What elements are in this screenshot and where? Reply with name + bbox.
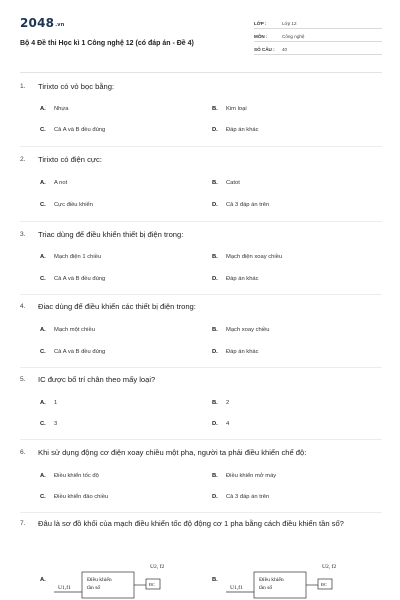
option-3d[interactable] [212,276,259,282]
option-5a[interactable] [40,400,57,406]
option-key: A. [40,254,46,260]
question-separator [20,221,382,222]
block-label-line2: tần số [259,585,273,591]
option-2d[interactable] [212,202,269,208]
option-key: D. [212,276,218,282]
meta-row-class [254,16,382,29]
question-separator [20,146,382,147]
option-5d[interactable] [212,421,229,427]
option-key: C. [40,276,46,282]
option-3b[interactable] [212,254,282,260]
question-text: Tirixto có điện cực: [38,155,102,164]
option-key: C. [40,421,46,427]
question-number: 6. [20,449,26,456]
option-key: B. [212,473,218,479]
option-text: Mạch một chiều [54,327,95,333]
option-key: D. [212,127,218,133]
option-key: C. [40,127,46,133]
option-text: Cả A và B đều đúng [54,349,106,355]
option-4c[interactable] [40,349,105,355]
option-4d[interactable] [212,349,259,355]
option-2a[interactable] [40,180,67,186]
option-6b[interactable] [212,473,276,479]
input-label: U1,f1 [58,585,71,591]
option-text: Đáp án khác [226,276,259,282]
option-2c[interactable] [40,202,93,208]
logo-suffix: .vn [55,22,65,28]
option-key: D. [212,421,218,427]
motor-label: ĐC [149,582,155,587]
question-7 [20,518,382,529]
question-number: 5. [20,376,26,383]
option-key: B. [212,180,218,186]
option-key: C. [40,202,46,208]
option-key: A. [40,400,46,406]
block-diagram-b [226,559,356,600]
option-text: 4 [226,421,230,427]
option-text: Catot [226,180,240,186]
option-text: 3 [54,421,58,427]
question-text: IC được bố trí chân theo mấy loại? [38,375,156,384]
option-text: Mạch điện xoay chiều [226,254,283,260]
meta-value-subject: Công nghệ [282,34,305,39]
question-number: 4. [20,303,26,310]
option-text: Mạch điện 1 chiều [54,254,102,260]
option-key: A. [40,577,46,583]
question-text: Triac dùng để điều khiển thiết bị điện trong: [38,230,184,239]
block-label-line2: tần số [87,585,101,591]
meta-row-subject [254,29,382,42]
option-key: A. [40,106,46,112]
option-1c[interactable] [40,127,105,133]
option-key: B. [212,327,218,333]
question-2 [20,154,382,165]
question-text: Khi sử dụng động cơ điện xoay chiều một pha, người ta phải điều khiển chế độ: [38,448,307,457]
option-key: D. [212,202,218,208]
block-label-line1: Điều khiển [87,577,112,583]
document-meta [254,16,382,55]
option-text: Cả 3 đáp án trên [226,494,270,500]
question-separator [20,439,382,440]
question-number: 1. [20,83,26,90]
option-6a[interactable] [40,473,99,479]
input-label: U1,f1 [230,585,243,591]
question-number: 7. [20,520,26,527]
question-5 [20,374,382,385]
option-5c[interactable] [40,421,57,427]
option-text: Cả A và B đều đúng [54,127,106,133]
option-text: Mạch xoay chiều [226,327,270,333]
question-text: Tirixto có vỏ bọc bằng: [38,82,115,91]
option-text: 2 [226,400,230,406]
option-key: D. [212,349,218,355]
option-text: Đáp án khác [226,127,259,133]
option-4b[interactable] [212,327,270,333]
question-separator [20,294,382,295]
option-1d[interactable] [212,127,259,133]
block-label-line1: Điều khiển [259,577,284,583]
document-title: Bộ 4 Đề thi Học kì 1 Công nghệ 12 (có đáp án - Đề 4) [20,40,194,47]
option-3a[interactable] [40,254,101,260]
option-key: B. [212,400,218,406]
question-text: Điac dùng để điều khiển các thiết bị điện trong: [38,302,196,311]
option-6c[interactable] [40,494,108,500]
option-text: Điều khiển tốc độ [54,473,99,479]
question-1 [20,81,382,92]
option-text: 1 [54,400,58,406]
option-key: B. [212,106,218,112]
option-4a[interactable] [40,327,95,333]
option-6d[interactable] [212,494,269,500]
meta-label-subject: MÔN : [254,34,268,39]
question-3 [20,229,382,240]
question-text: Đâu là sơ đồ khối của mạch điều khiển tốc độ động cơ 1 pha bằng cách điều khiển tần số? [38,519,344,528]
question-number: 3. [20,231,26,238]
meta-value-count: 40 [282,47,288,52]
meta-label-class: LỚP : [254,21,267,26]
question-separator [20,367,382,368]
output-label: U2, f2 [150,564,165,570]
option-7b[interactable] [212,577,226,583]
option-1b[interactable] [212,106,247,112]
option-text: Đáp án khác [226,349,259,355]
question-separator [20,512,382,513]
header-divider [20,72,382,73]
block-diagram-a [54,559,184,600]
meta-row-count [254,42,382,55]
option-5b[interactable] [212,400,229,406]
output-label: U2, f2 [322,564,337,570]
option-2b[interactable] [212,180,240,186]
option-key: B. [212,577,218,583]
option-text: Cả A và B đều đúng [54,276,106,282]
option-text: Kim loại [226,106,247,112]
question-6 [20,447,382,458]
meta-label-count: SỐ CÂU : [254,47,275,52]
option-text: Điều khiển mở máy [226,473,277,479]
question-4 [20,301,382,312]
option-key: A. [40,180,46,186]
document-header [20,14,382,66]
option-7a[interactable] [40,577,54,583]
option-text: Nhựa [54,106,69,112]
motor-label: ĐC [321,582,327,587]
option-key: A. [40,473,46,479]
option-key: D. [212,494,218,500]
option-key: A. [40,327,46,333]
option-text: Cực điều khiển [54,202,94,208]
meta-value-class: Lớp 12 [282,21,297,26]
option-3c[interactable] [40,276,105,282]
option-key: B. [212,254,218,260]
option-text: Cả 3 đáp án trên [226,202,270,208]
question-number: 2. [20,156,26,163]
option-1a[interactable] [40,106,69,112]
option-text: Điều khiển đảo chiều [54,494,109,500]
logo-main: 2048 [20,16,55,30]
option-key: C. [40,349,46,355]
option-key: C. [40,494,46,500]
site-logo[interactable] [20,16,65,30]
option-text: A not [54,180,68,186]
